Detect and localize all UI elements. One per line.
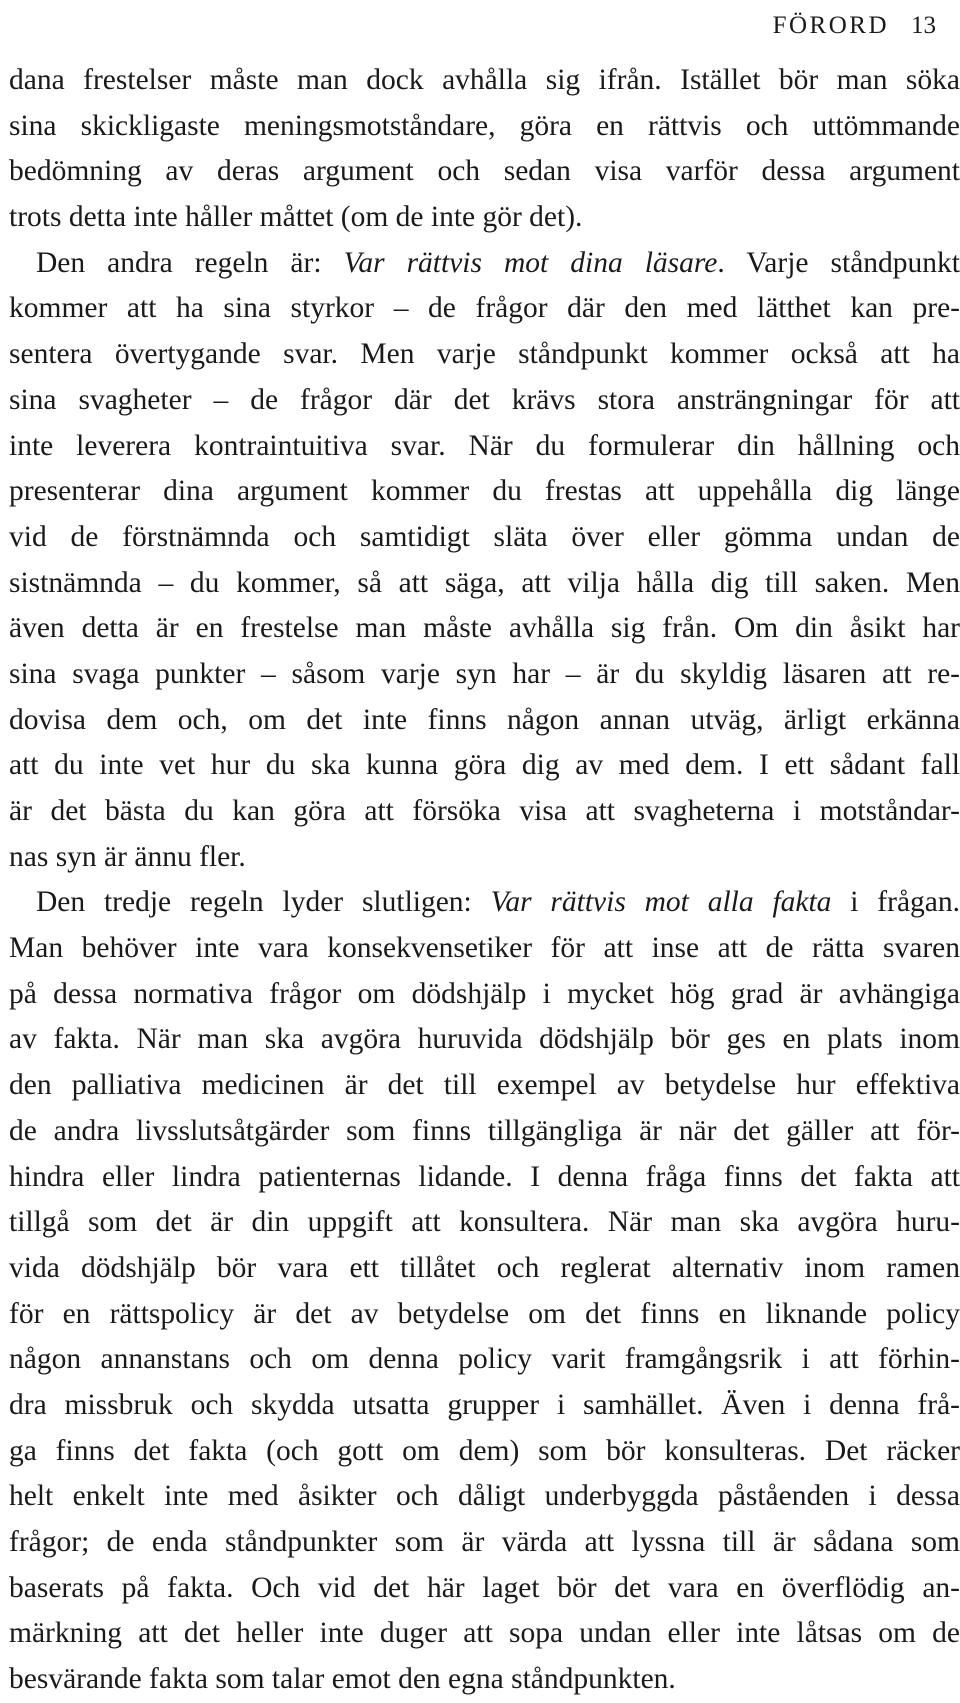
text-line: för en rättspolicy är det av betydelse om det finns en liknande policy <box>9 1297 960 1330</box>
running-head <box>773 0 936 40</box>
text-line: baserats på fakta. Och vid det här laget bör det vara en överflödig an- <box>9 1571 960 1604</box>
rule-three-emphasis: Var rättvis mot alla fakta <box>490 886 832 919</box>
text-line: Man behöver inte vara konsekvensetiker för att inse att de rätta svaren <box>9 932 960 965</box>
text-line: de andra livsslutsåtgärder som finns tillgängliga är när det gäller att för- <box>9 1114 960 1147</box>
text-line: även detta är en frestelse man måste avhålla sig från. Om din åsikt har <box>9 612 960 645</box>
text-line: märkning att det heller inte duger att sopa undan eller inte låtsas om de <box>9 1617 960 1650</box>
text-line: vida dödshjälp bör vara ett tillåtet och reglerat alternativ inom ramen <box>9 1251 960 1284</box>
text-line: vid de förstnämnda och samtidigt släta över eller gömma undan de <box>9 520 960 553</box>
text-line: sina skickligaste meningsmotståndare, göra en rättvis och uttömmande <box>9 109 960 142</box>
body-text <box>9 58 960 1703</box>
text-line: trots detta inte håller måttet (om de inte gör det). <box>9 201 583 234</box>
text-line: på dessa normativa frågor om dödshjälp i mycket hög grad är avhängiga <box>9 977 960 1010</box>
text-line: av fakta. När man ska avgöra huruvida dödshjälp bör ges en plats inom <box>9 1023 960 1056</box>
text-run: i frågan. <box>831 886 960 919</box>
text-line: hindra eller lindra patienternas lidande. I denna fråga finns det fakta att <box>9 1160 960 1193</box>
text-line: kommer att ha sina styrkor – de frågor där den med lätthet kan pre- <box>9 292 960 325</box>
text-line: dovisa dem och, om det inte finns någon annan utväg, ärligt erkänna <box>9 703 960 736</box>
text-line: den palliativa medicinen är det till exempel av betydelse hur effektiva <box>9 1069 960 1102</box>
text-line: tillgå som det är din uppgift att konsultera. När man ska avgöra huru- <box>9 1206 960 1239</box>
text-line: att du inte vet hur du ska kunna göra dig av med dem. I ett sådant fall <box>9 749 960 782</box>
text-line: dana frestelser måste man dock avhålla sig ifrån. Istället bör man söka <box>9 64 960 96</box>
text-line: presenterar dina argument kommer du frestas att uppehålla dig länge <box>9 475 960 508</box>
text-line: är det bästa du kan göra att försöka visa att svagheterna i motståndar- <box>9 795 960 827</box>
text-run: . Varje ståndpunkt <box>717 246 960 279</box>
text-line: sina svagheter – de frågor där det krävs stora ansträngningar för att <box>9 383 960 416</box>
text-line: nas syn är ännu fler. <box>9 840 246 873</box>
text-line: bedömning av deras argument och sedan visa varför dessa argument <box>9 155 960 188</box>
rule-two-emphasis: Var rättvis mot dina läsare <box>343 246 718 279</box>
text-line: någon annanstans och om denna policy varit framgångsrik i att förhin- <box>9 1343 960 1376</box>
text-line: besvärande fakta som talar emot den egna ståndpunkten. <box>9 1663 676 1696</box>
text-line: dra missbruk och skydda utsatta grupper i samhället. Även i denna frå- <box>9 1388 960 1421</box>
text-line: sentera övertygande svar. Men varje ståndpunkt kommer också att ha <box>9 338 960 371</box>
text-run: Den tredje regeln lyder slutligen: <box>36 886 491 919</box>
text-run: Den andra regeln är: <box>36 246 344 279</box>
text-line: helt enkelt inte med åsikter och dåligt underbyggda påståenden i dessa <box>9 1480 960 1513</box>
rule-two-line <box>9 241 960 287</box>
section-title: FÖRORD <box>772 12 889 39</box>
text-line: ga finns det fakta (och gott om dem) som bör konsulteras. Det räcker <box>9 1434 960 1467</box>
rule-three-line <box>9 880 960 926</box>
text-line: sina svaga punkter – såsom varje syn har – är du skyldig läsaren att re- <box>9 657 960 690</box>
text-line: inte leverera kontraintuitiva svar. När du formulerar din hållning och <box>9 429 960 462</box>
text-line: sistnämnda – du kommer, så att säga, att vilja hålla dig till saken. Men <box>9 566 960 599</box>
page-number: 13 <box>911 12 936 39</box>
text-line: frågor; de enda ståndpunkter som är värda att lyssna till är sådana som <box>9 1526 960 1558</box>
